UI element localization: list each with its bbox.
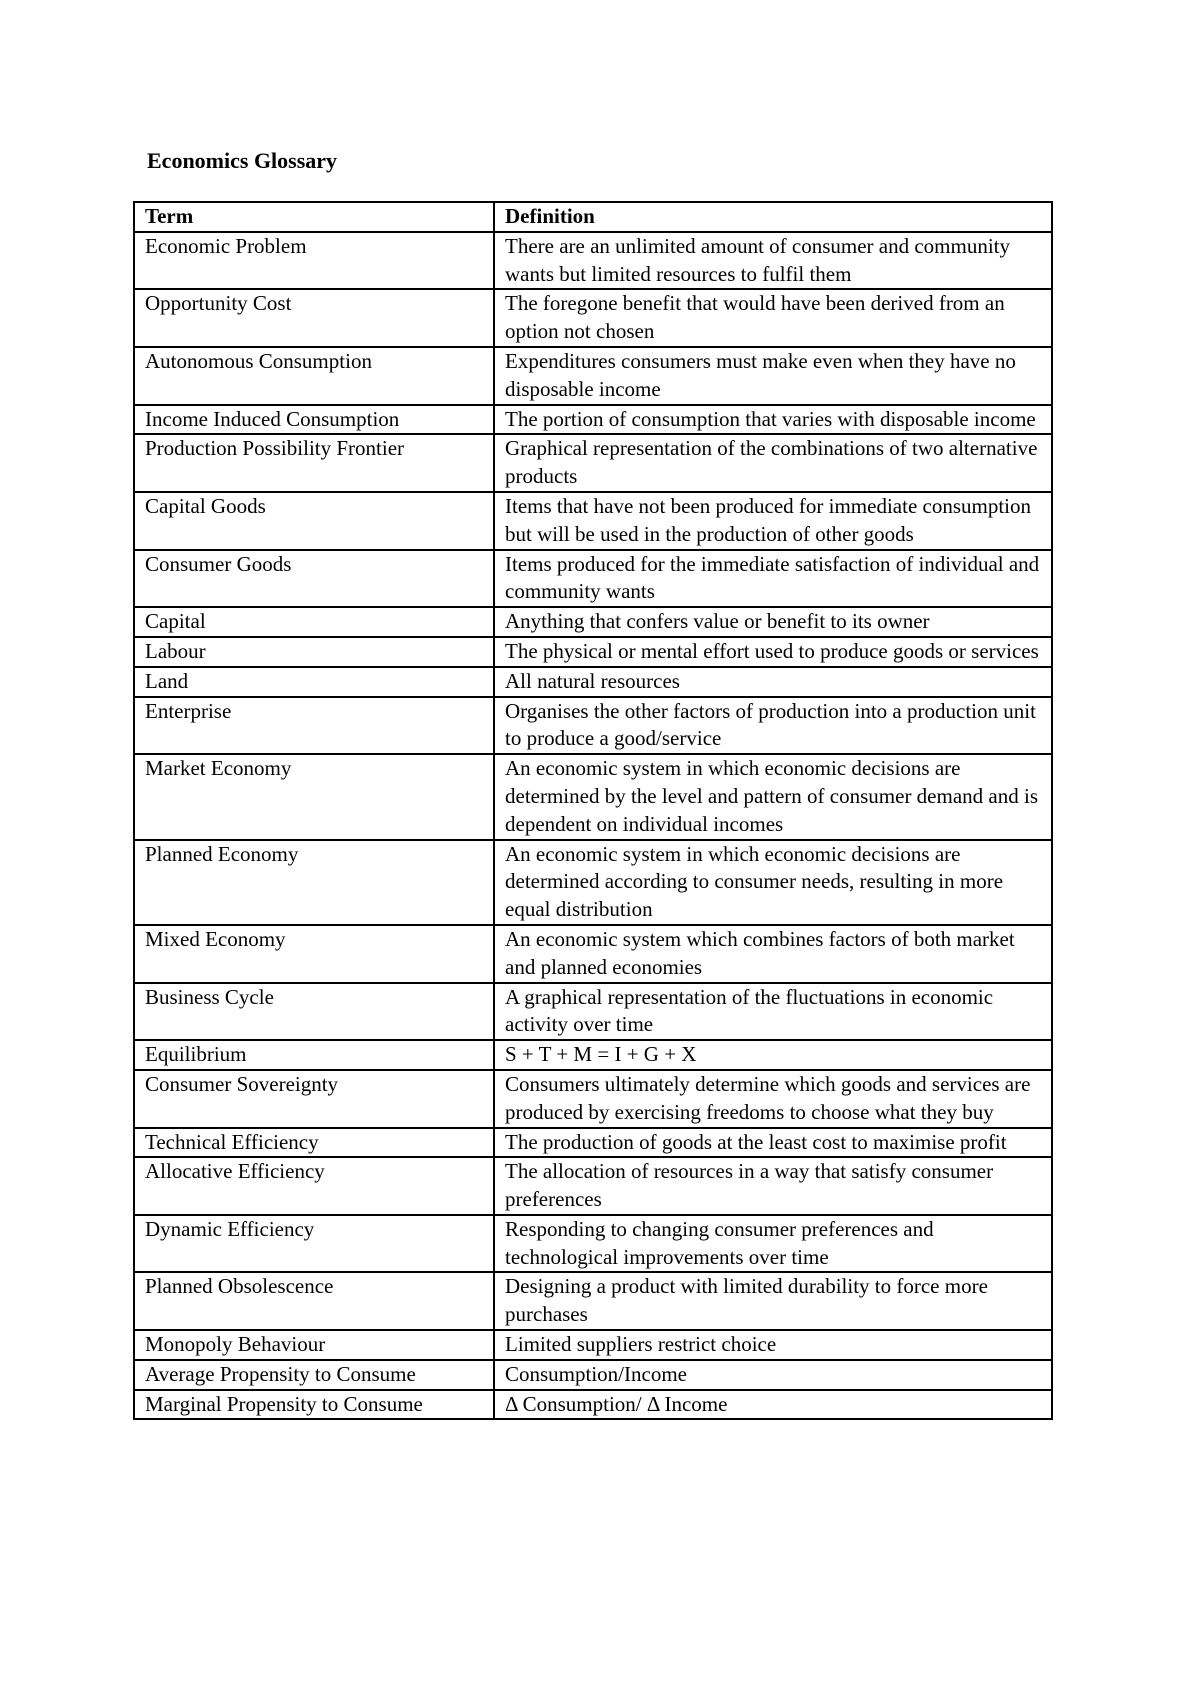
term-cell: Equilibrium <box>134 1040 494 1070</box>
table-row <box>134 754 1052 839</box>
table-row <box>134 1070 1052 1128</box>
term-cell: Land <box>134 667 494 697</box>
table-row <box>134 1215 1052 1273</box>
term-cell: Monopoly Behaviour <box>134 1330 494 1360</box>
glossary-table <box>133 201 1053 1420</box>
table-row <box>134 1040 1052 1070</box>
table-row <box>134 925 1052 983</box>
term-cell: Market Economy <box>134 754 494 839</box>
definition-cell: Consumption/Income <box>494 1360 1052 1390</box>
term-cell: Marginal Propensity to Consume <box>134 1390 494 1420</box>
definition-cell: Limited suppliers restrict choice <box>494 1330 1052 1360</box>
table-row <box>134 983 1052 1041</box>
table-row <box>134 1128 1052 1158</box>
table-row <box>134 347 1052 405</box>
term-cell: Planned Obsolescence <box>134 1272 494 1330</box>
definition-cell: Graphical representation of the combinations of two alternative products <box>494 434 1052 492</box>
term-cell: Consumer Goods <box>134 550 494 608</box>
table-row <box>134 637 1052 667</box>
term-cell: Economic Problem <box>134 232 494 290</box>
term-cell: Labour <box>134 637 494 667</box>
definition-cell: A graphical representation of the fluctuations in economic activity over time <box>494 983 1052 1041</box>
term-cell: Average Propensity to Consume <box>134 1360 494 1390</box>
term-cell: Consumer Sovereignty <box>134 1070 494 1128</box>
table-row <box>134 607 1052 637</box>
term-cell: Allocative Efficiency <box>134 1157 494 1215</box>
definition-cell: The allocation of resources in a way that satisfy consumer preferences <box>494 1157 1052 1215</box>
term-cell: Dynamic Efficiency <box>134 1215 494 1273</box>
definition-cell: The physical or mental effort used to produce goods or services <box>494 637 1052 667</box>
table-row <box>134 840 1052 925</box>
table-row <box>134 1157 1052 1215</box>
table-row <box>134 667 1052 697</box>
definition-cell: There are an unlimited amount of consumer and community wants but limited resources to fulfil them <box>494 232 1052 290</box>
table-row <box>134 1360 1052 1390</box>
header-term: Term <box>134 202 494 232</box>
term-cell: Income Induced Consumption <box>134 405 494 435</box>
definition-cell: Δ Consumption/ Δ Income <box>494 1390 1052 1420</box>
definition-cell: Organises the other factors of production into a production unit to produce a good/service <box>494 697 1052 755</box>
definition-cell: Consumers ultimately determine which goods and services are produced by exercising freedoms to choose what they buy <box>494 1070 1052 1128</box>
table-row <box>134 405 1052 435</box>
table-row <box>134 550 1052 608</box>
term-cell: Technical Efficiency <box>134 1128 494 1158</box>
definition-cell: Responding to changing consumer preferences and technological improvements over time <box>494 1215 1052 1273</box>
table-row <box>134 1272 1052 1330</box>
term-cell: Capital Goods <box>134 492 494 550</box>
table-header-row <box>134 202 1052 232</box>
definition-cell: The production of goods at the least cost to maximise profit <box>494 1128 1052 1158</box>
term-cell: Opportunity Cost <box>134 289 494 347</box>
table-row <box>134 492 1052 550</box>
definition-cell: S + T + M = I + G + X <box>494 1040 1052 1070</box>
table-row <box>134 232 1052 290</box>
term-cell: Enterprise <box>134 697 494 755</box>
term-cell: Production Possibility Frontier <box>134 434 494 492</box>
document-title: Economics Glossary <box>147 148 338 173</box>
definition-cell: The portion of consumption that varies with disposable income <box>494 405 1052 435</box>
term-cell: Mixed Economy <box>134 925 494 983</box>
definition-cell: All natural resources <box>494 667 1052 697</box>
definition-cell: Items that have not been produced for immediate consumption but will be used in the production of other goods <box>494 492 1052 550</box>
table-row <box>134 1390 1052 1420</box>
term-cell: Planned Economy <box>134 840 494 925</box>
table-row <box>134 289 1052 347</box>
term-cell: Capital <box>134 607 494 637</box>
header-definition: Definition <box>494 202 1052 232</box>
definition-cell: An economic system which combines factors of both market and planned economies <box>494 925 1052 983</box>
definition-cell: Anything that confers value or benefit to its owner <box>494 607 1052 637</box>
definition-cell: Items produced for the immediate satisfaction of individual and community wants <box>494 550 1052 608</box>
definition-cell: An economic system in which economic decisions are determined according to consumer needs, resulting in more equal distribution <box>494 840 1052 925</box>
table-row <box>134 434 1052 492</box>
definition-cell: Expenditures consumers must make even when they have no disposable income <box>494 347 1052 405</box>
definition-cell: An economic system in which economic decisions are determined by the level and pattern of consumer demand and is dependent on individual incomes <box>494 754 1052 839</box>
table-row <box>134 697 1052 755</box>
definition-cell: Designing a product with limited durability to force more purchases <box>494 1272 1052 1330</box>
definition-cell: The foregone benefit that would have been derived from an option not chosen <box>494 289 1052 347</box>
table-row <box>134 1330 1052 1360</box>
term-cell: Autonomous Consumption <box>134 347 494 405</box>
term-cell: Business Cycle <box>134 983 494 1041</box>
